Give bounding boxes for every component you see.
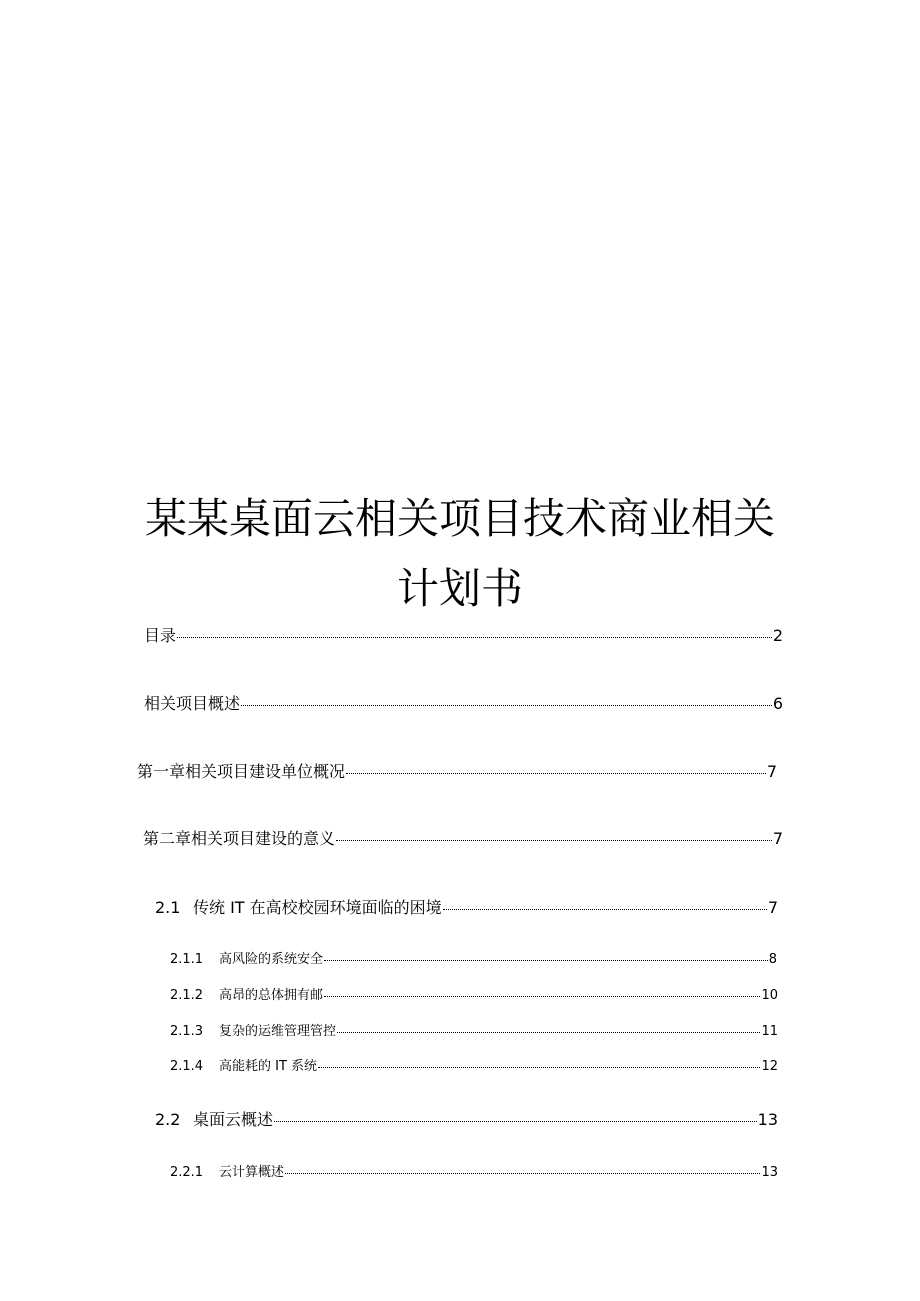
toc-dot-leader <box>274 1109 757 1125</box>
toc-entry-label: 高昂的总体拥有邮 <box>219 988 324 1003</box>
toc-entry-chapter-1[interactable] <box>137 761 777 782</box>
toc-dot-leader <box>346 761 766 777</box>
toc-entry-section-2-1-2[interactable] <box>170 986 778 1005</box>
toc-dot-leader <box>241 693 772 709</box>
toc-entry-label: 传统 IT 在高校校园环境面临的困境 <box>193 898 442 917</box>
toc-entry-label: 高能耗的 IT 系统 <box>219 1059 318 1074</box>
toc-entry-label: 第二章相关项目建设的意义 <box>143 829 336 848</box>
toc-section-number: 2.2 <box>155 1110 181 1129</box>
toc-section-number: 2.2.1 <box>170 1165 204 1180</box>
toc-page-number: 7 <box>766 762 777 781</box>
toc-entry-section-2-1[interactable] <box>155 897 778 918</box>
toc-dot-leader <box>318 1057 760 1070</box>
toc-page-number: 2 <box>772 626 783 645</box>
toc-dot-leader <box>337 1022 760 1035</box>
toc-entry-contents[interactable] <box>144 625 783 646</box>
toc-entry-section-2-2[interactable] <box>155 1109 778 1130</box>
document-title-line-1: 某某桌面云相关项目技术商业相关 <box>144 494 775 543</box>
toc-dot-leader <box>285 1163 760 1176</box>
toc-dot-leader <box>177 625 772 641</box>
document-title-line-2: 计划书 <box>396 564 523 613</box>
toc-entry-section-2-1-4[interactable] <box>170 1057 778 1076</box>
toc-entry-label: 高风险的系统安全 <box>219 952 324 967</box>
toc-page-number: 7 <box>767 898 778 917</box>
toc-entry-label: 第一章相关项目建设单位概况 <box>137 762 346 781</box>
toc-entry-section-2-2-1[interactable] <box>170 1163 778 1182</box>
toc-entry-label: 相关项目概述 <box>144 694 241 713</box>
toc-entry-project-overview[interactable] <box>144 693 783 714</box>
toc-entry-section-2-1-3[interactable] <box>170 1022 778 1041</box>
toc-page-number: 12 <box>761 1059 778 1074</box>
toc-page-number: 13 <box>757 1110 778 1129</box>
toc-page-number: 8 <box>768 952 777 967</box>
toc-entry-label: 复杂的运维管理管控 <box>219 1024 337 1039</box>
toc-page-number: 7 <box>772 829 783 848</box>
toc-page-number: 11 <box>761 1024 778 1039</box>
toc-entry-chapter-2[interactable] <box>143 828 783 849</box>
toc-section-number: 2.1.3 <box>170 1024 204 1039</box>
toc-entry-label: 桌面云概述 <box>193 1110 274 1129</box>
toc-dot-leader <box>324 950 768 963</box>
toc-page-number: 6 <box>772 694 783 713</box>
toc-page-number: 10 <box>761 988 778 1003</box>
toc-section-number: 2.1 <box>155 898 181 917</box>
toc-entry-label: 目录 <box>144 626 177 645</box>
toc-section-number: 2.1.2 <box>170 988 204 1003</box>
toc-dot-leader <box>336 828 772 844</box>
toc-dot-leader <box>324 986 760 999</box>
toc-entry-label: 云计算概述 <box>219 1165 285 1180</box>
toc-section-number: 2.1.1 <box>170 952 204 967</box>
toc-page-number: 13 <box>761 1165 778 1180</box>
toc-dot-leader <box>443 897 767 913</box>
toc-entry-section-2-1-1[interactable] <box>170 950 777 969</box>
toc-section-number: 2.1.4 <box>170 1059 204 1074</box>
